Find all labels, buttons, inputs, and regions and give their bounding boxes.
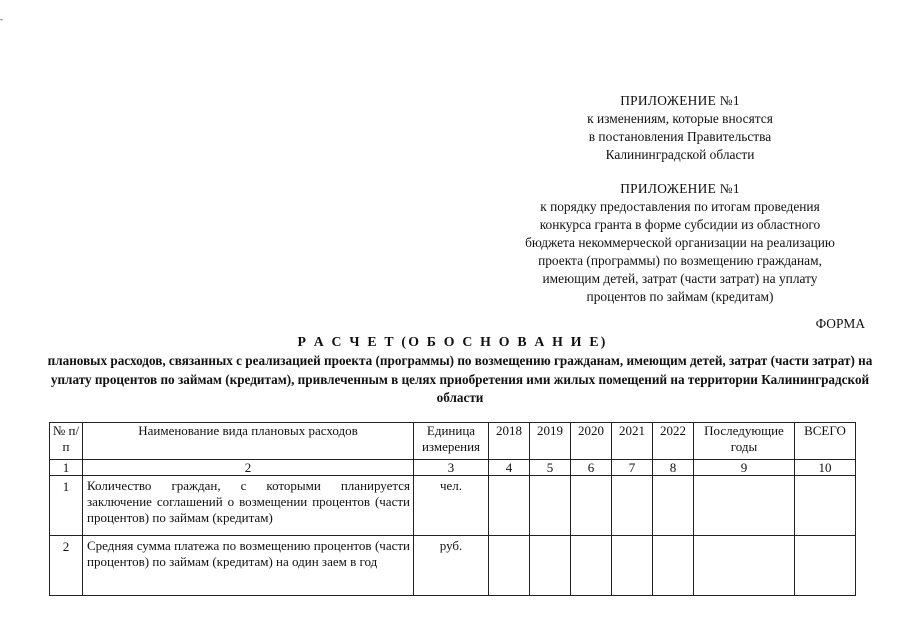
column-number-row <box>50 460 856 476</box>
column-number: 6 <box>571 460 612 476</box>
annex-2-block <box>480 180 880 306</box>
cell-later-years <box>694 536 795 596</box>
header-later-years: Последующие годы <box>694 423 795 460</box>
column-number: 7 <box>612 460 653 476</box>
column-number: 2 <box>83 460 414 476</box>
scan-edge-mark: - <box>0 14 3 24</box>
header-2020: 2020 <box>571 423 612 460</box>
cell-2022 <box>653 476 694 536</box>
header-2019: 2019 <box>530 423 571 460</box>
cell-2021 <box>612 536 653 596</box>
cell-2019 <box>530 476 571 536</box>
row-name: Количество граждан, с которыми планируется заключение соглашений о возмещении процентов (части процентов) по займам (кредитам) <box>83 476 414 536</box>
column-number: 5 <box>530 460 571 476</box>
cell-2021 <box>612 476 653 536</box>
header-2018: 2018 <box>489 423 530 460</box>
annex-2-heading: ПРИЛОЖЕНИЕ №1 <box>620 181 740 196</box>
column-number: 8 <box>653 460 694 476</box>
column-number: 1 <box>50 460 83 476</box>
annex-2-line: проекта (программы) по возмещению гражданам, <box>538 253 822 268</box>
annex-1-block <box>480 92 880 164</box>
row-number: 2 <box>50 536 83 596</box>
cell-total <box>795 476 856 536</box>
annex-1-line: к изменениям, которые вносятся <box>587 111 773 126</box>
header-num: № п/п <box>50 423 83 460</box>
column-number: 10 <box>795 460 856 476</box>
column-number: 4 <box>489 460 530 476</box>
annex-2-line: бюджета некоммерческой организации на реализацию <box>525 235 835 250</box>
annex-2-line: конкурса гранта в форме субсидии из областного <box>539 217 821 232</box>
annex-2-line: имеющим детей, затрат (части затрат) на уплату <box>542 271 818 286</box>
annex-1-line: Калининградской области <box>605 147 755 162</box>
column-number: 9 <box>694 460 795 476</box>
cell-2022 <box>653 536 694 596</box>
annex-1-heading: ПРИЛОЖЕНИЕ №1 <box>620 93 740 108</box>
header-total: ВСЕГО <box>795 423 856 460</box>
row-number: 1 <box>50 476 83 536</box>
document-title: Р А С Ч Е Т (О Б О С Н О В А Н И Е) <box>297 334 608 349</box>
header-name: Наименование вида плановых расходов <box>83 423 414 460</box>
cell-2019 <box>530 536 571 596</box>
row-name: Средняя сумма платежа по возмещению процентов (части процентов) по займам (кредитам) на один заем в год <box>83 536 414 596</box>
row-unit: руб. <box>414 536 489 596</box>
calculation-table <box>49 422 856 596</box>
cell-later-years <box>694 476 795 536</box>
cell-2018 <box>489 476 530 536</box>
table-header-row <box>50 423 856 460</box>
cell-2020 <box>571 476 612 536</box>
row-unit: чел. <box>414 476 489 536</box>
cell-2020 <box>571 536 612 596</box>
annex-1-line: в постановления Правительства <box>588 129 772 144</box>
cell-total <box>795 536 856 596</box>
annex-2-line: к порядку предоставления по итогам проведения <box>540 199 820 214</box>
header-2021: 2021 <box>612 423 653 460</box>
header-unit: Единица измерения <box>414 423 489 460</box>
table-row <box>50 476 856 536</box>
header-2022: 2022 <box>653 423 694 460</box>
annex-2-line: процентов по займам (кредитам) <box>586 289 774 304</box>
column-number: 3 <box>414 460 489 476</box>
cell-2018 <box>489 536 530 596</box>
form-label: ФОРМА <box>815 316 865 331</box>
table-row <box>50 536 856 596</box>
document-subtitle: плановых расходов, связанных с реализацией проекта (программы) по возмещению гражданам, имеющим детей, затрат (части затрат) на уплату процентов по займам (кредитам), привлеченным в целях приобретения ими жилых помещений на территории Калининградской области <box>47 353 873 405</box>
